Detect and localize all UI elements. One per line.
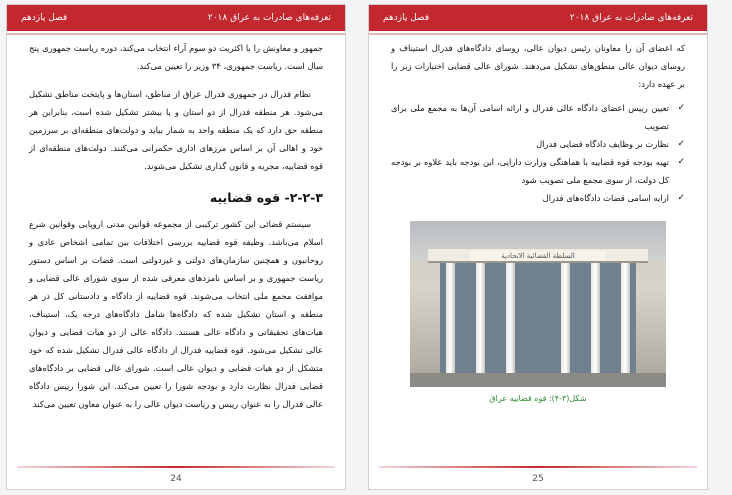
paragraph: که اعضای آن را معاونان رئیس دیوان عالی، روسای دادگاه‌های فدرال استیناف و روسای دیوان عالی منطق‌های تشکیل می‌دهند. شورای عالی قضایی اختیارات زیر را بر عهده دارد: bbox=[391, 43, 685, 89]
page-number: 24 bbox=[170, 474, 182, 484]
header-rule bbox=[369, 33, 707, 35]
list-item bbox=[391, 189, 685, 207]
paragraph: نظام فدرال در جمهوری فدرال عراق از مناطق، استان‌ها و پایتخت مناطق تشکیل می‌شود. هر منطقه فدرال از دو استان و یا بیشتر تشکیل شده است، بنابراین هر منطقه حق دارد که یک منطقه واحد به شمار بیاید و دولت‌های منطقه‌ای بر سرزمین خود و اهالی آن بر اساس مرزهای اداری حکمرانی می‌کنند. دولت‌های منطقه‌ای از قوه قضاییه، مجریه و قانون گذاری تشکیل می‌شوند. bbox=[29, 89, 323, 171]
figure-caption: شکل(۳-۴): قوه قضاییه عراق bbox=[489, 394, 587, 403]
list-item-text: تهیه بودجه قوه قضاییه با هماهنگی وزارت دارایی، این بودجه باید علاوه بر بودجه کل دولت، از سوی مجمع ملی تصویب شود bbox=[391, 157, 669, 185]
photo-column bbox=[476, 263, 485, 375]
page-header bbox=[369, 5, 707, 31]
page-number: 25 bbox=[532, 474, 544, 484]
court-building-photo bbox=[410, 221, 666, 387]
photo-sign-text: السلطة القضائية الاتحادية bbox=[501, 252, 575, 260]
paragraph: جمهور و معاونش را با اکثریت دو سوم آراء انتخاب می‌کند، دوره ریاست جمهوری پنج سال است. ریاست جمهوری، ۳۴ وزیر را تعیین می‌کند. bbox=[29, 43, 323, 71]
list-item-text: نظارت بر وظایف دادگاه قضایی فدرال bbox=[536, 139, 669, 149]
list-item-text: تعیین رییس اعضای دادگاه عالی فدرال و ارائه اسامی آن‌ها به مجمع ملی برای تصویب bbox=[391, 103, 669, 131]
header-chapter: فصل یازدهم bbox=[383, 13, 430, 23]
list-item-text: ارایه اسامی قضات دادگاه‌های فدرال bbox=[542, 193, 669, 203]
bullet-list bbox=[391, 99, 685, 207]
paragraph: سیستم قضائی این کشور ترکیبی از مجموعه قوانین مدنی اروپایی وقوانین شرع اسلام می‌باشد. وظیفه قوه قضاییه بررسی اختلافات بین تمامی اشخاص عادی و روحانیون و همچنین سازمان‌های دولتی و غیردولتی است. قضات بر اساس دستور ریاست جمهوری و بر اساس نامزدهای معرفی شده از سوی شورای عالی قضایی و موافقت مجمع ملی انتخاب می‌شوند. قوه قضاییه از دادگاه و دادستانی کل در هر منطقه و استان تشکیل شده که دادگاه‌ها شامل دادگاه‌های درجه یک، استیناف، هیات‌های تحقیقاتی و دادگاه عالی هستند. دادگاه عالی از دو هیات قضایی و دیوان عالی تشکیل می‌شود. قوه قضاییه فدرال از دادگاه عالی فدرال تشکیل شده که خود متشکل از دو هیات قضایی و دیوان عالی است. شورای عالی قضایی بر دادگاه‌های قضایی فدرال نظارت دارد و بودجه شورا را تعیین می‌کند. این شورا رییس دادگاه عالی فدرال را به عنوان رییس و ریاست دیوان عالی را به عنوان معاون تعیین می‌کند bbox=[29, 219, 323, 409]
book-page-24 bbox=[6, 4, 346, 490]
photo-column bbox=[621, 263, 630, 375]
check-icon: ✓ bbox=[677, 139, 685, 149]
page-body bbox=[391, 39, 685, 405]
header-title: تعرفه‌های صادرات به عراق ۲۰۱۸ bbox=[569, 13, 693, 23]
check-icon: ✓ bbox=[677, 103, 685, 113]
footer-rule bbox=[379, 466, 697, 468]
check-icon: ✓ bbox=[677, 157, 685, 167]
photo-column bbox=[561, 263, 570, 375]
photo-column bbox=[446, 263, 455, 375]
list-item bbox=[391, 135, 685, 153]
section-heading: ۲-۲-۳- قوه قضاییه bbox=[209, 190, 323, 205]
photo-column bbox=[591, 263, 600, 375]
page-body bbox=[29, 39, 323, 423]
list-item bbox=[391, 153, 685, 189]
list-item bbox=[391, 99, 685, 135]
check-icon: ✓ bbox=[677, 193, 685, 203]
book-page-25 bbox=[368, 4, 708, 490]
page-header bbox=[7, 5, 345, 31]
header-chapter: فصل یازدهم bbox=[21, 13, 68, 23]
header-title: تعرفه‌های صادرات به عراق ۲۰۱۸ bbox=[207, 13, 331, 23]
photo-column bbox=[506, 263, 515, 375]
header-rule bbox=[7, 33, 345, 35]
photo-ground bbox=[410, 373, 666, 387]
photo-sign bbox=[470, 251, 606, 261]
photo-facade bbox=[440, 263, 636, 373]
footer-rule bbox=[17, 466, 335, 468]
